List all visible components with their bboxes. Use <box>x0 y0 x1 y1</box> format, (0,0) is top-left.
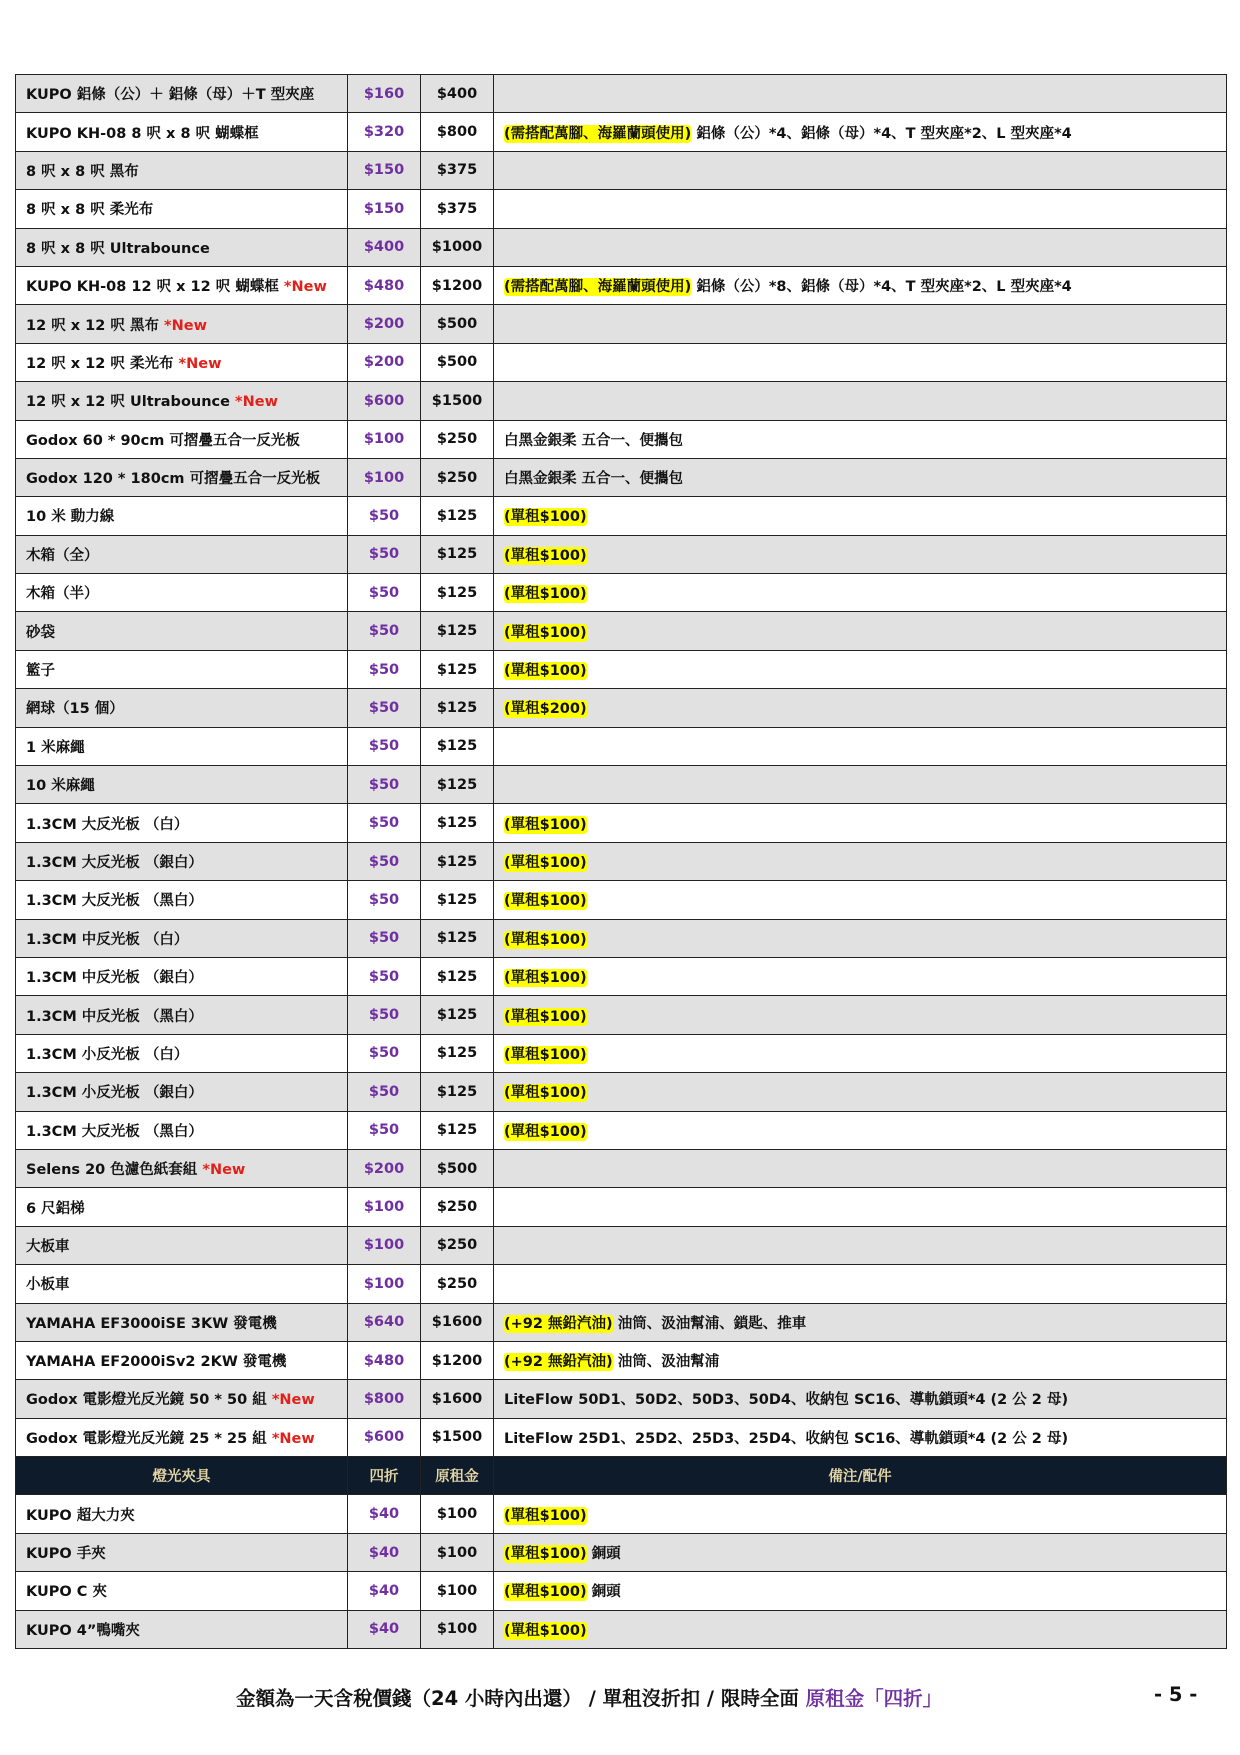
discount-price: $600 <box>348 382 421 420</box>
original-price: $500 <box>421 1149 494 1187</box>
original-price: $100 <box>421 1610 494 1648</box>
table-row <box>16 650 1227 688</box>
discount-price: $100 <box>348 420 421 458</box>
item-name-cell <box>16 1610 348 1648</box>
discount-price: $800 <box>348 1380 421 1418</box>
note-cell <box>494 535 1227 573</box>
original-price: $125 <box>421 766 494 804</box>
original-price: $250 <box>421 1188 494 1226</box>
item-name: 1.3CM 小反光板 （白） <box>26 1046 189 1063</box>
new-badge: *New <box>271 1392 315 1409</box>
original-price: $500 <box>421 305 494 343</box>
discount-price: $50 <box>348 689 421 727</box>
discount-price: $100 <box>348 1265 421 1303</box>
highlighted-note: (單租$100) <box>504 1622 587 1639</box>
highlighted-note: (單租$100) <box>504 509 587 526</box>
item-name-cell <box>16 151 348 189</box>
item-name-cell <box>16 75 348 113</box>
new-badge: *New <box>271 1430 315 1447</box>
item-name-cell <box>16 535 348 573</box>
item-name-cell <box>16 1111 348 1149</box>
discount-price: $50 <box>348 574 421 612</box>
item-name: 砂袋 <box>26 624 55 641</box>
discount-price: $50 <box>348 1111 421 1149</box>
note-cell <box>494 458 1227 496</box>
note-cell <box>494 1495 1227 1533</box>
item-name-cell <box>16 766 348 804</box>
note-cell <box>494 1111 1227 1149</box>
table-row <box>16 919 1227 957</box>
item-name: 6 尺鋁梯 <box>26 1200 85 1217</box>
item-name-cell <box>16 1533 348 1571</box>
item-name-cell <box>16 727 348 765</box>
note-cell <box>494 343 1227 381</box>
item-name-cell <box>16 1303 348 1341</box>
note-cell <box>494 1418 1227 1456</box>
item-name: 木箱（全） <box>26 547 99 564</box>
item-name: Godox 電影燈光反光鏡 25 * 25 組 <box>26 1430 267 1447</box>
original-price: $125 <box>421 689 494 727</box>
discount-price: $50 <box>348 842 421 880</box>
table-row <box>16 1188 1227 1226</box>
table-row <box>16 458 1227 496</box>
table-row <box>16 1111 1227 1149</box>
table-row <box>16 957 1227 995</box>
item-name: Selens 20 色濾色紙套組 <box>26 1162 198 1179</box>
highlighted-note: (單租$200) <box>504 701 587 718</box>
item-name: 12 呎 x 12 呎 柔光布 <box>26 355 174 372</box>
highlighted-note: (單租$100) <box>504 1123 587 1140</box>
discount-price: $50 <box>348 766 421 804</box>
original-price: $125 <box>421 535 494 573</box>
item-name: KUPO 手夾 <box>26 1546 106 1563</box>
table-row <box>16 689 1227 727</box>
table-row <box>16 996 1227 1034</box>
note-text: 油筒、汲油幫浦、鎖匙、推車 <box>617 1315 807 1332</box>
original-price: $125 <box>421 842 494 880</box>
original-price: $1200 <box>421 266 494 304</box>
original-price: $100 <box>421 1533 494 1571</box>
note-cell <box>494 766 1227 804</box>
table-row <box>16 75 1227 113</box>
discount-price: $100 <box>348 1226 421 1264</box>
table-row <box>16 113 1227 151</box>
highlighted-note: (+92 無鉛汽油) <box>504 1354 613 1371</box>
discount-price: $480 <box>348 1341 421 1379</box>
table-row <box>16 151 1227 189</box>
highlighted-note: (單租$100) <box>504 816 587 833</box>
item-name: 1.3CM 中反光板 （銀白） <box>26 970 203 987</box>
highlighted-note: (單租$100) <box>504 547 587 564</box>
section-header-row <box>16 1457 1227 1495</box>
table-row <box>16 1073 1227 1111</box>
note-cell <box>494 497 1227 535</box>
item-name: Godox 120 * 180cm 可摺疊五合一反光板 <box>26 471 321 488</box>
note-cell <box>494 1265 1227 1303</box>
original-price: $1500 <box>421 1418 494 1456</box>
table-row <box>16 1034 1227 1072</box>
original-price: $100 <box>421 1495 494 1533</box>
discount-price: $50 <box>348 612 421 650</box>
note-cell <box>494 1610 1227 1648</box>
table-row <box>16 228 1227 266</box>
item-name-cell <box>16 1073 348 1111</box>
item-name: KUPO KH-08 12 呎 x 12 呎 蝴蝶框 <box>26 279 279 296</box>
highlighted-note: (單租$100) <box>504 893 587 910</box>
section-header-body <box>16 1457 1227 1495</box>
page-number: - 5 - <box>1154 1683 1198 1706</box>
note-cell <box>494 1380 1227 1418</box>
discount-price: $40 <box>348 1572 421 1610</box>
note-cell <box>494 75 1227 113</box>
original-price: $1200 <box>421 1341 494 1379</box>
section-header-note: 備注/配件 <box>494 1457 1227 1495</box>
discount-price: $160 <box>348 75 421 113</box>
item-name: 10 米麻繩 <box>26 778 95 795</box>
item-name-cell <box>16 689 348 727</box>
original-price: $250 <box>421 458 494 496</box>
table-row <box>16 881 1227 919</box>
item-name-cell <box>16 1341 348 1379</box>
discount-price: $100 <box>348 1188 421 1226</box>
item-name: YAMAHA EF3000iSE 3KW 發電機 <box>26 1315 277 1332</box>
item-name-cell <box>16 1418 348 1456</box>
discount-price: $50 <box>348 1073 421 1111</box>
table-row <box>16 1226 1227 1264</box>
item-name-cell <box>16 113 348 151</box>
table-row <box>16 727 1227 765</box>
original-price: $125 <box>421 919 494 957</box>
discount-price: $50 <box>348 996 421 1034</box>
discount-price: $320 <box>348 113 421 151</box>
discount-price: $200 <box>348 1149 421 1187</box>
table-row <box>16 842 1227 880</box>
discount-price: $480 <box>348 266 421 304</box>
original-price: $1600 <box>421 1303 494 1341</box>
highlighted-note: (單租$100) <box>504 1008 587 1025</box>
table-row <box>16 266 1227 304</box>
item-name-cell <box>16 305 348 343</box>
discount-price: $150 <box>348 190 421 228</box>
item-name-cell <box>16 842 348 880</box>
discount-price: $100 <box>348 458 421 496</box>
highlighted-note: (需搭配萬腳、海羅蘭頭使用) <box>504 279 692 296</box>
highlighted-note: (單租$100) <box>504 970 587 987</box>
discount-price: $150 <box>348 151 421 189</box>
item-name: YAMAHA EF2000iSv2 2KW 發電機 <box>26 1354 287 1371</box>
item-name: KUPO 超大力夾 <box>26 1507 135 1524</box>
original-price: $125 <box>421 957 494 995</box>
item-name: 1.3CM 中反光板 （黑白） <box>26 1008 203 1025</box>
highlighted-note: (單租$100) <box>504 1546 587 1563</box>
note-cell <box>494 420 1227 458</box>
note-cell <box>494 228 1227 266</box>
note-cell <box>494 151 1227 189</box>
note-cell <box>494 574 1227 612</box>
item-name-cell <box>16 957 348 995</box>
highlighted-note: (單租$100) <box>504 855 587 871</box>
item-name: Godox 60 * 90cm 可摺疊五合一反光板 <box>26 432 300 449</box>
note-text: 銅頭 <box>591 1584 621 1601</box>
item-name: 小板車 <box>26 1277 70 1294</box>
table-row <box>16 343 1227 381</box>
item-name: 1.3CM 大反光板 （黑白） <box>26 893 203 910</box>
note-cell <box>494 957 1227 995</box>
item-name: 12 呎 x 12 呎 Ultrabounce <box>26 394 230 411</box>
item-name-cell <box>16 1226 348 1264</box>
note-text: LiteFlow 50D1、50D2、50D3、50D4、收納包 SC16、導軌鎖頭*4 (2 公 2 母) <box>504 1392 1069 1409</box>
discount-price: $200 <box>348 305 421 343</box>
item-name: Godox 電影燈光反光鏡 50 * 50 組 <box>26 1392 267 1409</box>
note-cell <box>494 650 1227 688</box>
discount-price: $50 <box>348 881 421 919</box>
footer-highlight: 原租金「四折」 <box>805 1687 943 1710</box>
original-price: $400 <box>421 75 494 113</box>
original-price: $125 <box>421 497 494 535</box>
item-name-cell <box>16 574 348 612</box>
item-name-cell <box>16 228 348 266</box>
section-header-original: 原租金 <box>421 1457 494 1495</box>
item-name-cell <box>16 190 348 228</box>
discount-price: $40 <box>348 1495 421 1533</box>
original-price: $100 <box>421 1572 494 1610</box>
original-price: $1500 <box>421 382 494 420</box>
item-name-cell <box>16 420 348 458</box>
section-header-item: 燈光夾具 <box>16 1457 348 1495</box>
original-price: $1600 <box>421 1380 494 1418</box>
original-price: $125 <box>421 727 494 765</box>
discount-price: $50 <box>348 957 421 995</box>
new-badge: *New <box>235 394 278 411</box>
note-cell <box>494 1341 1227 1379</box>
table-row <box>16 1418 1227 1456</box>
item-name-cell <box>16 881 348 919</box>
highlighted-note: (需搭配萬腳、海羅蘭頭使用) <box>504 125 692 142</box>
discount-price: $50 <box>348 1034 421 1072</box>
section-header-discount: 四折 <box>348 1457 421 1495</box>
table-row <box>16 804 1227 842</box>
item-name-cell <box>16 1380 348 1418</box>
note-text: 白黑金銀柔 五合一、便攜包 <box>504 471 684 488</box>
note-cell <box>494 1188 1227 1226</box>
item-name-cell <box>16 1188 348 1226</box>
note-text: 鋁條（公）*8、鋁條（母）*4、T 型夾座*2、L 型夾座*4 <box>696 279 1072 296</box>
original-price: $125 <box>421 1073 494 1111</box>
discount-price: $640 <box>348 1303 421 1341</box>
discount-price: $600 <box>348 1418 421 1456</box>
original-price: $125 <box>421 996 494 1034</box>
discount-price: $50 <box>348 535 421 573</box>
highlighted-note: (單租$100) <box>504 1085 587 1102</box>
original-price: $500 <box>421 343 494 381</box>
original-price: $125 <box>421 881 494 919</box>
item-name-cell <box>16 996 348 1034</box>
item-name-cell <box>16 804 348 842</box>
item-name-cell <box>16 1265 348 1303</box>
highlighted-note: (單租$100) <box>504 624 587 641</box>
table-row <box>16 420 1227 458</box>
highlighted-note: (單租$100) <box>504 1584 587 1601</box>
note-cell <box>494 305 1227 343</box>
note-cell <box>494 842 1227 880</box>
note-text: LiteFlow 25D1、25D2、25D3、25D4、收納包 SC16、導軌鎖頭*4 (2 公 2 母) <box>504 1430 1069 1447</box>
item-name: 1.3CM 中反光板 （白） <box>26 931 189 948</box>
item-name: KUPO 4”鴨嘴夾 <box>26 1622 140 1639</box>
highlighted-note: (單租$100) <box>504 1046 587 1063</box>
footer-note <box>236 1683 942 1711</box>
table-row <box>16 1610 1227 1648</box>
item-name-cell <box>16 1495 348 1533</box>
highlighted-note: (+92 無鉛汽油) <box>504 1315 613 1332</box>
table-row <box>16 1341 1227 1379</box>
original-price: $375 <box>421 190 494 228</box>
table-row <box>16 1533 1227 1571</box>
item-name: KUPO C 夾 <box>26 1584 107 1601</box>
discount-price: $40 <box>348 1533 421 1571</box>
original-price: $1000 <box>421 228 494 266</box>
table-row <box>16 382 1227 420</box>
table-row <box>16 190 1227 228</box>
table-row <box>16 497 1227 535</box>
table-row <box>16 1380 1227 1418</box>
discount-price: $200 <box>348 343 421 381</box>
item-name: 籃子 <box>26 663 55 680</box>
table-row <box>16 766 1227 804</box>
original-price: $125 <box>421 1111 494 1149</box>
table-row <box>16 1495 1227 1533</box>
note-cell <box>494 1572 1227 1610</box>
note-cell <box>494 113 1227 151</box>
table-row <box>16 1149 1227 1187</box>
note-cell <box>494 1073 1227 1111</box>
item-name: 8 呎 x 8 呎 黑布 <box>26 163 139 180</box>
discount-price: $50 <box>348 804 421 842</box>
table-row <box>16 535 1227 573</box>
item-name: 12 呎 x 12 呎 黑布 <box>26 317 159 334</box>
note-cell <box>494 1034 1227 1072</box>
item-name: 木箱（半） <box>26 586 99 603</box>
item-name: 1 米麻繩 <box>26 739 85 756</box>
note-text: 銅頭 <box>591 1546 621 1563</box>
original-price: $125 <box>421 804 494 842</box>
original-price: $375 <box>421 151 494 189</box>
note-cell <box>494 881 1227 919</box>
clamp-table-body <box>16 1495 1227 1649</box>
discount-price: $40 <box>348 1610 421 1648</box>
new-badge: *New <box>164 317 207 334</box>
item-name-cell <box>16 382 348 420</box>
discount-price: $50 <box>348 650 421 688</box>
item-name: 大板車 <box>26 1238 70 1255</box>
new-badge: *New <box>178 355 222 372</box>
original-price: $250 <box>421 1226 494 1264</box>
footer-text: 金額為一天含稅價錢（24 小時內出還） / 單租沒折扣 / 限時全面 <box>236 1687 806 1710</box>
item-name-cell <box>16 1572 348 1610</box>
item-name: 1.3CM 大反光板 （銀白） <box>26 855 203 871</box>
original-price: $800 <box>421 113 494 151</box>
note-cell <box>494 1303 1227 1341</box>
note-cell <box>494 1149 1227 1187</box>
note-cell <box>494 919 1227 957</box>
discount-price: $50 <box>348 727 421 765</box>
item-name: 8 呎 x 8 呎 柔光布 <box>26 202 154 219</box>
discount-price: $50 <box>348 919 421 957</box>
table-row <box>16 612 1227 650</box>
highlighted-note: (單租$100) <box>504 586 587 603</box>
item-name: 1.3CM 大反光板 （白） <box>26 816 189 833</box>
note-text: 油筒、汲油幫浦 <box>617 1354 720 1371</box>
discount-price: $50 <box>348 497 421 535</box>
item-name: 8 呎 x 8 呎 Ultrabounce <box>26 240 210 257</box>
rental-price-table <box>15 74 1227 1649</box>
new-badge: *New <box>202 1162 246 1179</box>
original-price: $125 <box>421 1034 494 1072</box>
item-name: KUPO 鋁條（公）＋ 鋁條（母）＋T 型夾座 <box>26 87 315 104</box>
table-row <box>16 574 1227 612</box>
original-price: $125 <box>421 650 494 688</box>
table-row <box>16 1265 1227 1303</box>
price-table-body <box>16 75 1227 1457</box>
note-cell <box>494 1226 1227 1264</box>
note-cell <box>494 1533 1227 1571</box>
note-cell <box>494 689 1227 727</box>
original-price: $125 <box>421 612 494 650</box>
note-cell <box>494 727 1227 765</box>
highlighted-note: (單租$100) <box>504 931 587 948</box>
note-cell <box>494 382 1227 420</box>
note-cell <box>494 804 1227 842</box>
discount-price: $400 <box>348 228 421 266</box>
item-name-cell <box>16 1034 348 1072</box>
new-badge: *New <box>283 279 327 296</box>
item-name: 1.3CM 大反光板 （黑白） <box>26 1123 203 1140</box>
item-name-cell <box>16 650 348 688</box>
note-cell <box>494 612 1227 650</box>
note-cell <box>494 190 1227 228</box>
item-name: KUPO KH-08 8 呎 x 8 呎 蝴蝶框 <box>26 125 259 142</box>
item-name-cell <box>16 919 348 957</box>
item-name-cell <box>16 343 348 381</box>
highlighted-note: (單租$100) <box>504 1507 587 1524</box>
item-name: 10 米 動力線 <box>26 509 115 526</box>
table-row <box>16 1572 1227 1610</box>
item-name: 網球（15 個） <box>26 701 124 718</box>
item-name-cell <box>16 1149 348 1187</box>
item-name-cell <box>16 266 348 304</box>
original-price: $125 <box>421 574 494 612</box>
original-price: $250 <box>421 1265 494 1303</box>
note-cell <box>494 996 1227 1034</box>
table-row <box>16 1303 1227 1341</box>
item-name-cell <box>16 458 348 496</box>
note-cell <box>494 266 1227 304</box>
item-name-cell <box>16 612 348 650</box>
table-row <box>16 305 1227 343</box>
highlighted-note: (單租$100) <box>504 663 587 680</box>
item-name-cell <box>16 497 348 535</box>
note-text: 鋁條（公）*4、鋁條（母）*4、T 型夾座*2、L 型夾座*4 <box>696 125 1072 142</box>
item-name: 1.3CM 小反光板 （銀白） <box>26 1085 203 1102</box>
original-price: $250 <box>421 420 494 458</box>
note-text: 白黑金銀柔 五合一、便攜包 <box>504 432 684 449</box>
